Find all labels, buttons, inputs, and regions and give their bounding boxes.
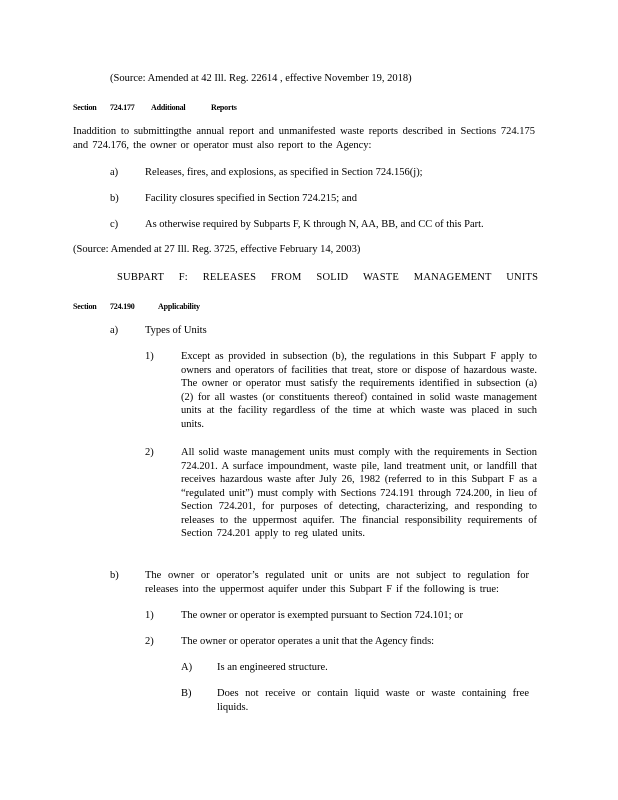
section-title-part2: Reports bbox=[211, 103, 237, 112]
item-text: As otherwise required by Subparts F, K through N, AA, BB, and CC of this Part. bbox=[145, 219, 484, 230]
subsection-label: a) bbox=[110, 325, 119, 336]
section-number: 724.190 bbox=[110, 302, 135, 311]
item-text: Facility closures specified in Section 724.215; and bbox=[145, 193, 357, 204]
subparagraph-text: Does not receive or contain liquid waste or waste containing free liquids. bbox=[217, 688, 529, 713]
section-title-part1: Additional bbox=[151, 103, 186, 112]
paragraph-label: 1) bbox=[145, 610, 154, 621]
item-label: b) bbox=[110, 193, 119, 204]
section-label: Section bbox=[73, 302, 97, 311]
section-number: 724.177 bbox=[110, 103, 135, 112]
paragraph-label: 2) bbox=[145, 447, 154, 458]
subsection-label: b) bbox=[110, 570, 119, 581]
paragraph-label: 1) bbox=[145, 351, 154, 362]
section-724-177-intro: Inaddition to submittingthe annual report and unmanifested waste reports described in Sections 724.175 and 724.176, the owner or operator must also report to the Agency: bbox=[73, 126, 535, 151]
subsection-heading: Types of Units bbox=[145, 325, 207, 336]
source-note-724-177: (Source: Amended at 27 Ill. Reg. 3725, effective February 14, 2003) bbox=[73, 244, 361, 255]
item-label: c) bbox=[110, 219, 119, 230]
section-title: Applicability bbox=[158, 302, 200, 311]
subpart-heading: SUBPART F: RELEASES FROM SOLID WASTE MANAGEMENT UNITS bbox=[117, 272, 539, 283]
paragraph-text: All solid waste management units must comply with the requirements in Section 724.201. A surface impoundment, waste pile, land treatment unit, or landfill that receives hazardous waste after July 26, 1982 (referred to in this Subpart F as a “regulated unit”) must comply with Sections 724.191 through 724.200, in lieu of Section 724.201, for purposes of detecting, characterizing, and responding to releases to the uppermost aquifer. The financial responsibility requirements of Section 724.201 apply to reg ulated units. bbox=[181, 447, 537, 539]
item-text: Releases, fires, and explosions, as specified in Section 724.156(j); bbox=[145, 167, 423, 178]
paragraph-text: The owner or operator operates a unit that the Agency finds: bbox=[181, 636, 435, 647]
subparagraph-text: Is an engineered structure. bbox=[217, 662, 328, 673]
section-label: Section bbox=[73, 103, 97, 112]
source-note-top: (Source: Amended at 42 Ill. Reg. 22614 , effective November 19, 2018) bbox=[110, 73, 412, 84]
subparagraph-label: B) bbox=[181, 688, 192, 699]
subparagraph-label: A) bbox=[181, 662, 193, 673]
paragraph-text: The owner or operator is exempted pursuant to Section 724.101; or bbox=[181, 610, 463, 621]
item-label: a) bbox=[110, 167, 119, 178]
paragraph-label: 2) bbox=[145, 636, 154, 647]
subsection-text: The owner or operator’s regulated unit or units are not subject to regulation for releases into the uppermost aquifer under this Subpart F if the following is true: bbox=[145, 570, 529, 595]
paragraph-text: Except as provided in subsection (b), the regulations in this Subpart F apply to owners and operators of facilities that treat, store or dispose of hazardous waste. The owner or operator must satisfy the requirements identified in subsection (a)(2) for all wastes (or constituents thereof) contained in solid waste management units at the facility regardless of the time at which waste was placed in such units. bbox=[181, 351, 537, 430]
